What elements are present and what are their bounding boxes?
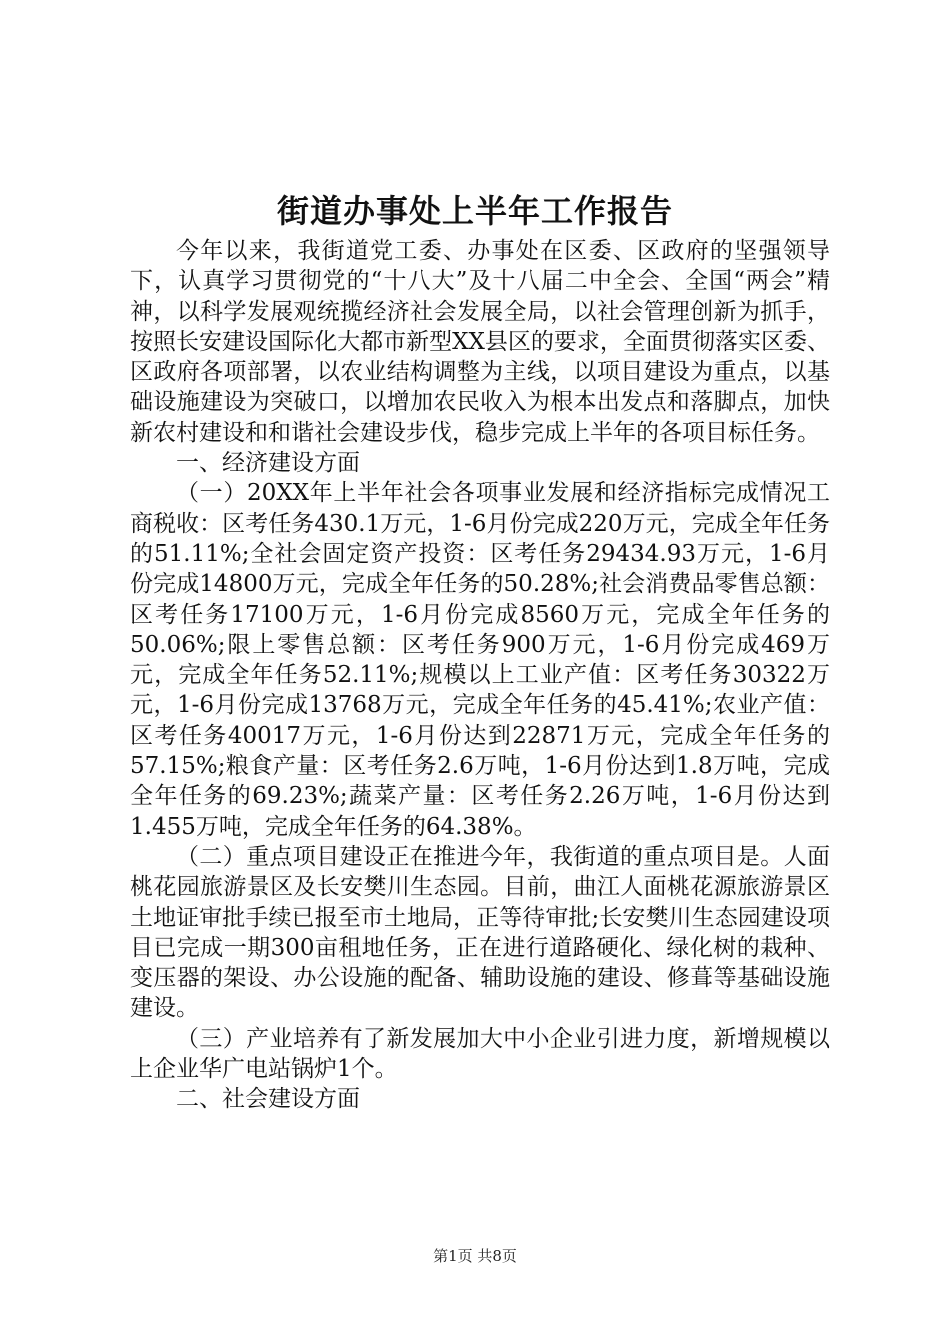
- page-footer: 第1页 共8页: [433, 1247, 517, 1265]
- paragraph-intro: 今年以来，我街道党工委、办事处在区委、区政府的坚强领导下，认真学习贯彻党的“十八大”及十八届二中全会、全国“两会”精神，以科学发展观统揽经济社会发展全局，以社会管理创新为抓手，按照长安建设国际化大都市新型XX县区的要求，全面贯彻落实区委、区政府各项部署，以农业结构调整为主线，以项目建设为重点，以基础设施建设为突破口，以增加农民收入为根本出发点和落脚点，加快新农村建设和和谐社会建设步伐，稳步完成上半年的各项目标任务。: [130, 238, 830, 446]
- heading-economic: 一、经济建设方面: [176, 450, 360, 477]
- document-body: [130, 236, 830, 1115]
- paragraph-key-projects: （二）重点项目建设正在推进今年，我街道的重点项目是。人面桃花园旅游景区及长安樊川生态园。目前，曲江人面桃花源旅游景区土地证审批手续已报至市土地局，正等待审批;长安樊川生态园建设项目已完成一期300亩租地任务，正在进行道路硬化、绿化树的栽种、变压器的架设、办公设施的配备、辅助设施的建设、修葺等基础设施建设。: [130, 843, 830, 1022]
- paragraph-indicators: （一）20XX年上半年社会各项事业发展和经济指标完成情况工商税收：区考任务430.1万元，1-6月份完成220万元，完成全年任务的51.11%;全社会固定资产投资：区考任务29434.93万元，1-6月份完成14800万元，完成全年任务的50.28%;社会消费品零售总额：区考任务17100万元，1-6月份完成8560万元，完成全年任务的50.06%;限上零售总额：区考任务900万元，1-6月份完成469万元，完成全年任务52.11%;规模以上工业产值：区考任务30322万元，1-6月份完成13768万元，完成全年任务的45.41%;农业产值：区考任务40017万元，1-6月份达到22871万元，完成全年任务的57.15%;粮食产量：区考任务2.6万吨，1-6月份达到1.8万吨，完成全年任务的69.23%;蔬菜产量：区考任务2.26万吨，1-6月份达到1.455万吨，完成全年任务的64.38%。: [130, 480, 830, 840]
- heading-social: 二、社会建设方面: [176, 1086, 360, 1113]
- document-title: 街道办事处上半年工作报告: [276, 192, 673, 230]
- paragraph-industry: （三）产业培养有了新发展加大中小企业引进力度，新增规模以上企业华广电站锅炉1个。: [130, 1025, 830, 1083]
